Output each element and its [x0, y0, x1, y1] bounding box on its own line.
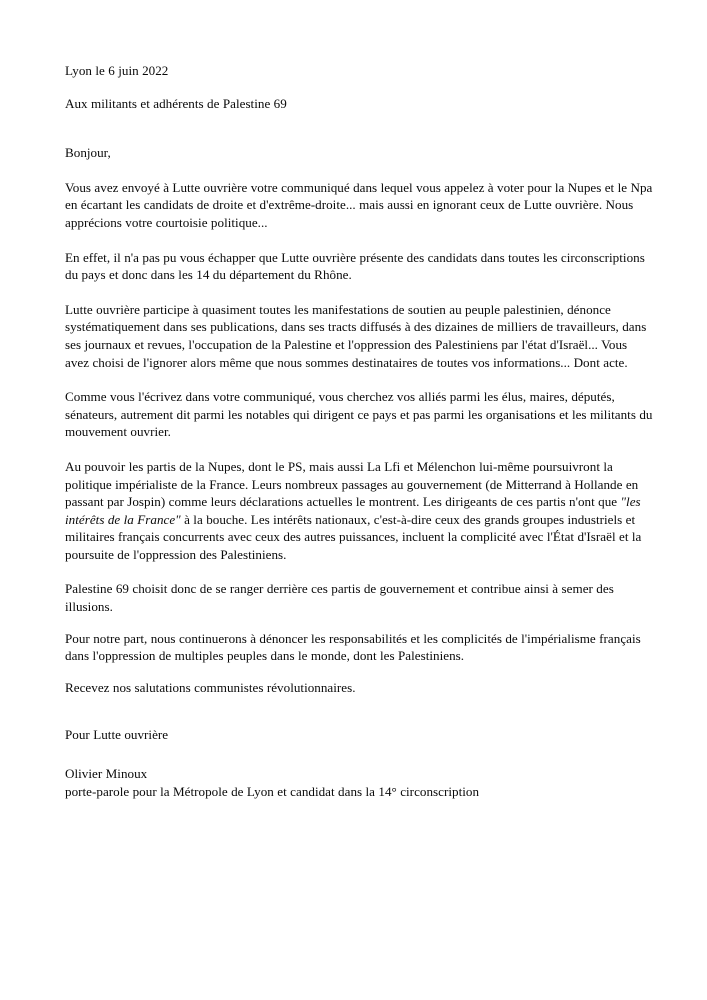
paragraph-5 — [65, 458, 653, 564]
spacer-p2 — [65, 232, 653, 249]
paragraph-5-text-after-quote: à la bouche. Les intérêts nationaux, c'est-à-dire ceux des grands groupes industriels et militaires français concurrents avec ceux des autres puissances, incluent la complicité avec l'État d'Israël et la poursuite de l'oppression des Palestiniens. — [65, 511, 645, 562]
paragraph-6: Palestine 69 choisit donc de se ranger derrière ces partis de gouvernement et contribue ainsi à semer des illusions. — [65, 581, 618, 615]
paragraph-2: En effet, il n'a pas pu vous échapper que Lutte ouvrière présente des candidats dans toutes les circonscriptions du pays et donc dans les 14 du département du Rhône. — [65, 249, 649, 283]
place-and-date: Lyon le 6 juin 2022 — [65, 63, 169, 78]
addressee: Aux militants et adhérents de Palestine 69 — [65, 95, 287, 111]
paragraph-5-text-before-quote: Au pouvoir les partis de la Nupes, dont le PS, mais aussi La Lfi et Mélenchon lui-même poursuivront la politique impérialiste de la France. Leurs nombreux passages au gouvernement (de Mitterrand à Hollande en passant par Jospin) comme leurs déclarations actuelles le montrent. Les dirigeants de ces partis n'ont que — [65, 458, 642, 510]
spacer-signature — [65, 696, 653, 726]
signature-title: porte-parole pour la Métropole de Lyon et candidat dans la 14° circonscription — [65, 783, 480, 799]
paragraph-7: Pour notre part, nous continuerons à dénoncer les responsabilités et les complicités de l'impérialisme français dans l'oppression de multiples peuples dans le monde, dont les Palestiniens. — [65, 630, 645, 664]
salutation: Bonjour, — [65, 145, 111, 161]
spacer-after-date — [65, 80, 653, 95]
letter-body — [65, 62, 656, 800]
signature-name: Olivier Minoux — [65, 766, 148, 782]
signature-on-behalf-of: Pour Lutte ouvrière — [65, 727, 169, 743]
spacer-p4 — [65, 371, 653, 388]
spacer-p1 — [65, 162, 653, 179]
paragraph-3: Lutte ouvrière participe à quasiment toutes les manifestations de soutien au peuple palestinien, dénonce systématiquement dans ses publications, dans ses tracts diffusés à des dizaines de milliers de travailleurs, dans ses journaux et revues, l'occupation de la Palestine et l'oppression des Palestiniens par l'état d'Israël... Vous avez choisi de l'ignorer alors même que nous sommes destinataires de toutes vos informations... Dont acte. — [65, 301, 650, 370]
paragraph-4: Comme vous l'écrivez dans votre communiqué, vous cherchez vos alliés parmi les élus, maires, députés, sénateurs, autrement dit parmi les notables qui dirigent ce pays et pas parmi les organisations et les militants du mouvement ouvrier. — [65, 389, 656, 440]
spacer-p7 — [65, 616, 653, 630]
spacer-name — [65, 744, 653, 765]
spacer-before-salutation — [65, 112, 653, 144]
paragraph-5-italic-quote: "les intérêts de la France" — [65, 494, 645, 527]
spacer-p6 — [65, 563, 653, 580]
spacer-closing — [65, 665, 653, 679]
paragraph-1: Vous avez envoyé à Lutte ouvrière votre communiqué dans lequel vous appelez à voter pour la Nupes et le Npa en écartant les candidats de droite et d'extrême-droite... mais aussi en ignorant ceux de Lutte ouvrière. Nous apprécions votre courtoisie politique... — [65, 179, 656, 230]
spacer-p5 — [65, 441, 653, 458]
closing-line: Recevez nos salutations communistes révolutionnaires. — [65, 679, 356, 695]
spacer-p3 — [65, 284, 653, 301]
